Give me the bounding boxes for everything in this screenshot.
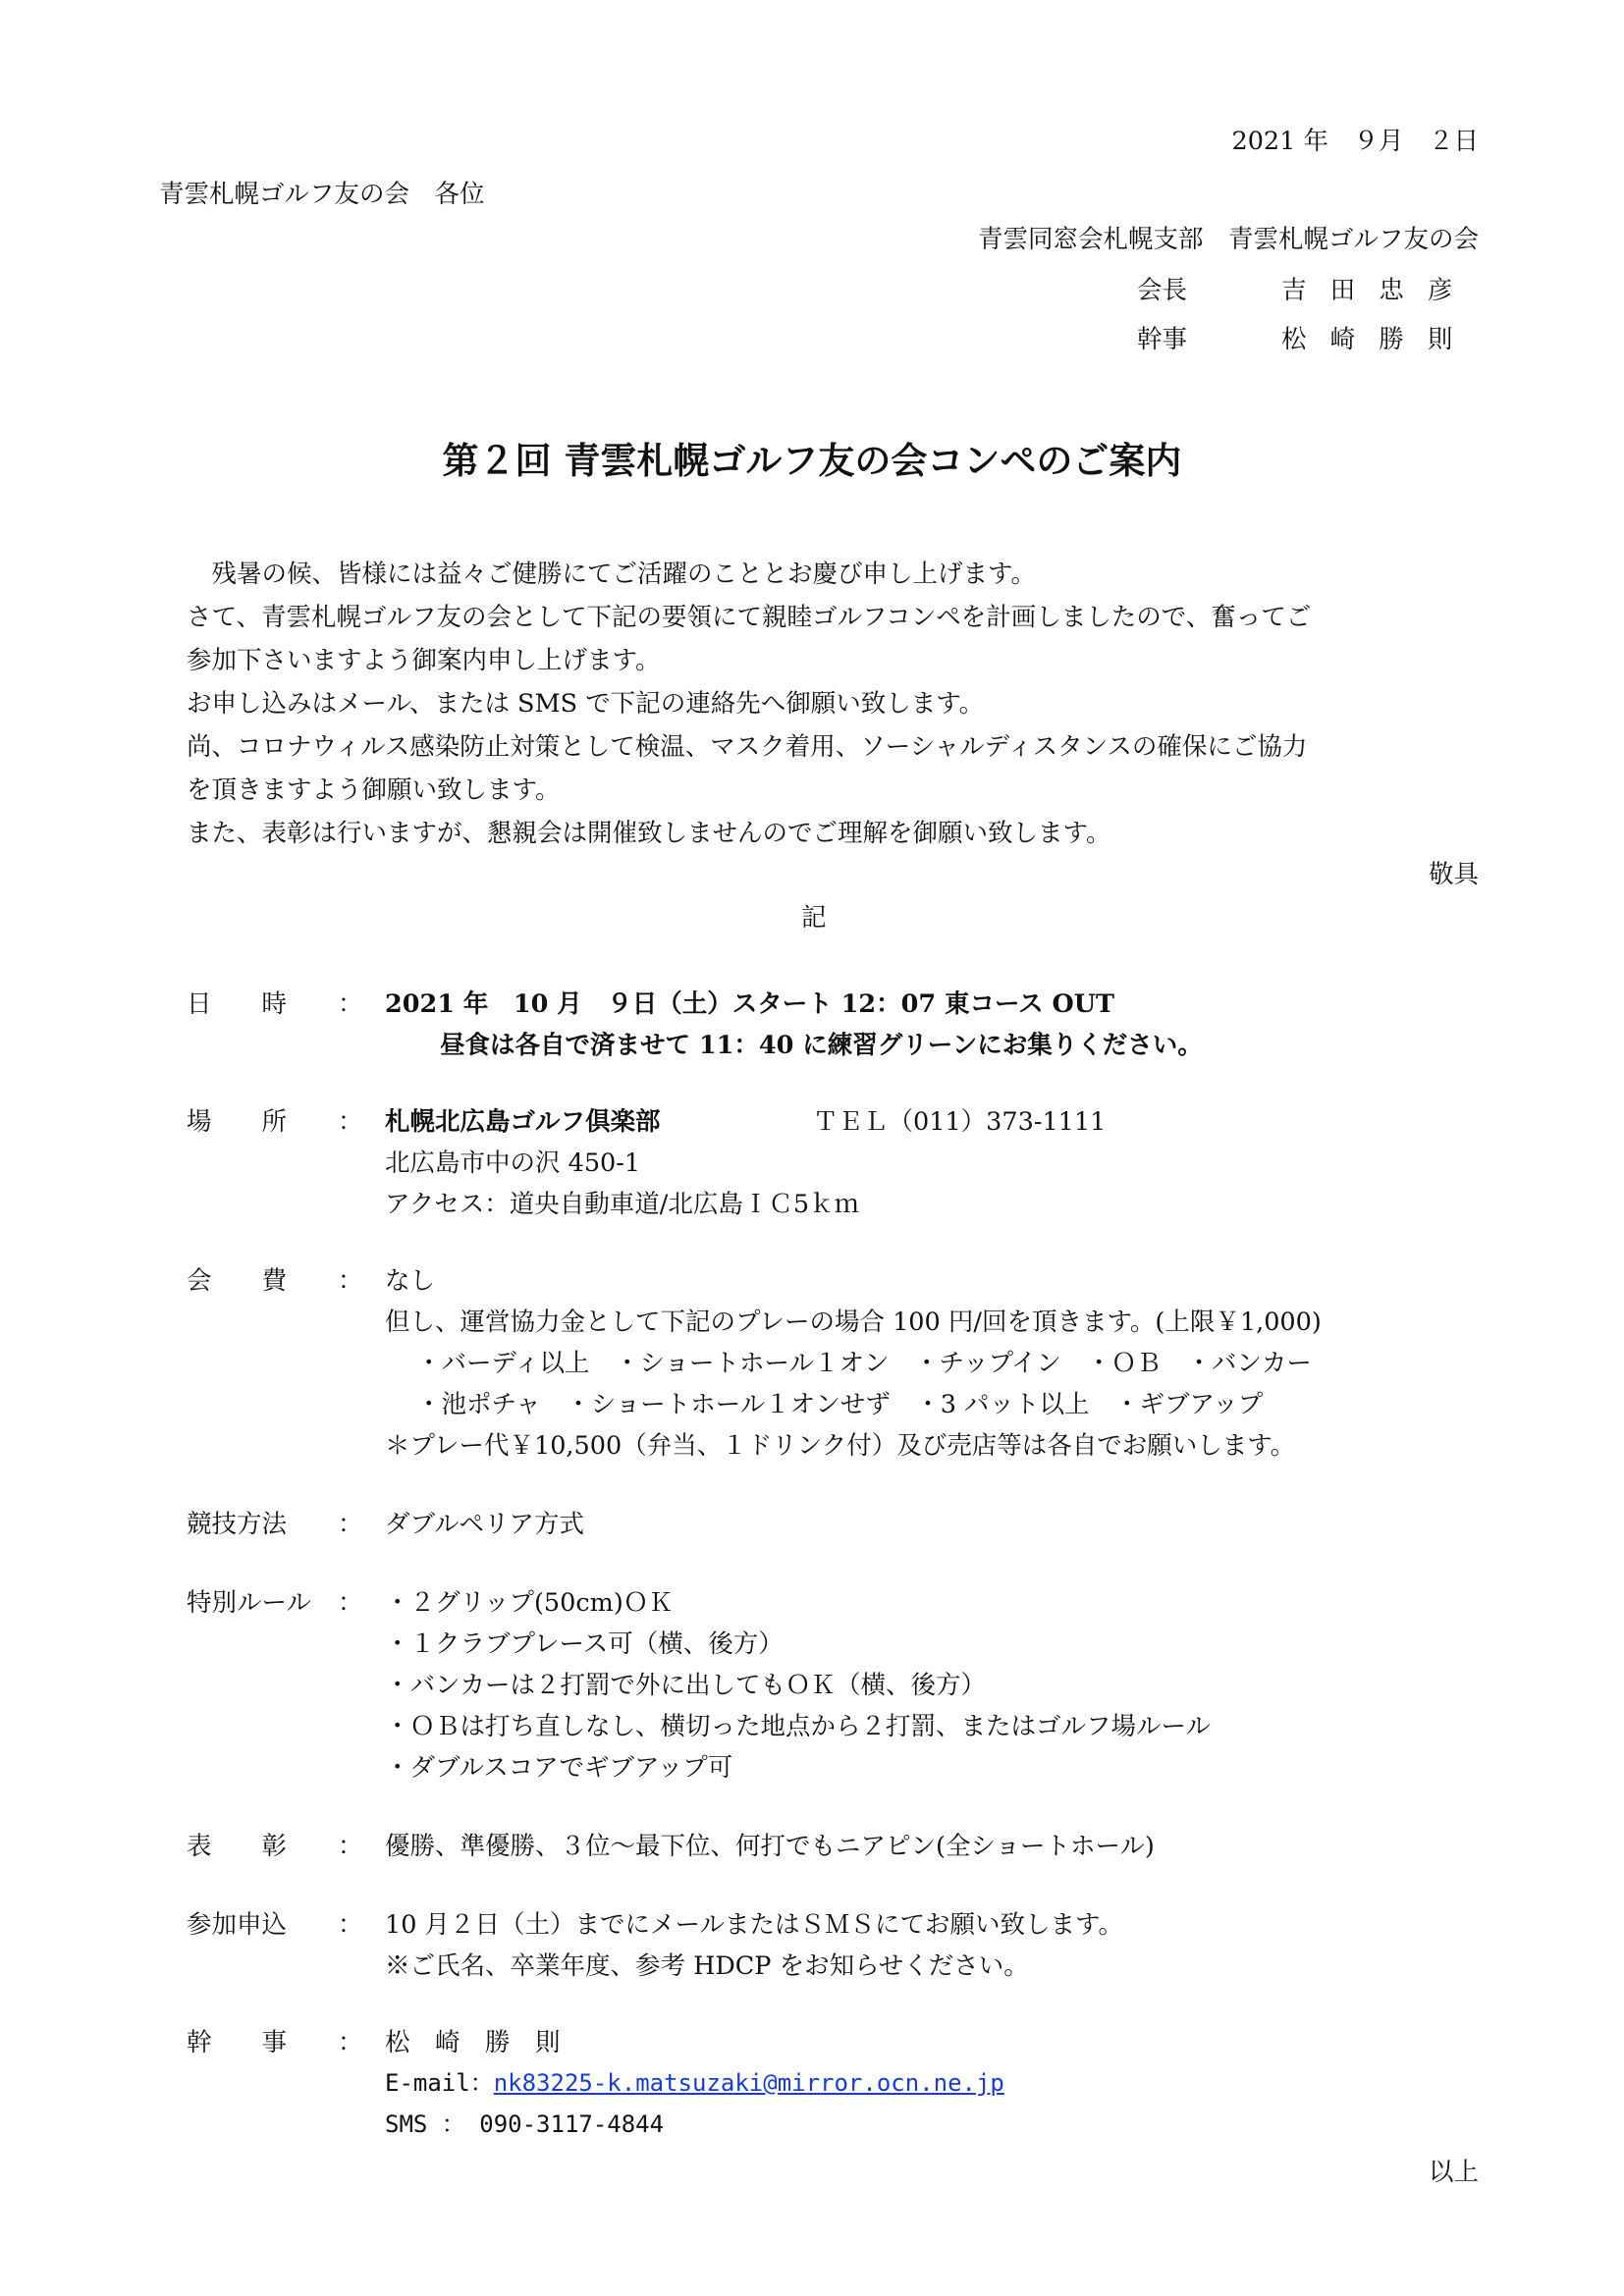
ki-heading: 記 [801,903,827,933]
fee-line1: なし [385,1266,436,1296]
datetime-line2: 昼食は各自で済ませて 11：40 に練習グリーンにお集りください。 [440,1031,1203,1060]
colon: ： [338,1832,363,1861]
secretary-name: 松 崎 勝 則 [1281,325,1461,354]
secretary-label: 幹事 [1137,325,1188,354]
email-label: E-mail： [385,2069,494,2097]
awards-value: 優勝、準優勝、３位～最下位、何打でもニアピン(全ショートホール) [385,1832,1155,1861]
rule-line: ・２グリップ(50cm)ＯＫ [385,1588,674,1618]
body-line: を頂きますよう御願い致します。 [187,775,561,805]
colon: ： [338,1266,363,1296]
apply-line1: 10 月２日（土）までにメールまたはＳＭＳにてお願い致します。 [385,1910,1124,1940]
colon: ： [338,2028,363,2057]
body-line: お申し込みはメール、または SMS で下記の連絡先へ御願い致します。 [187,689,985,719]
chair-name: 吉 田 忠 彦 [1281,276,1461,305]
datetime-label: 日 時 [187,989,288,1019]
fee-line3: ・バーディ以上 ・ショートホール１オン ・チップイン ・ＯＢ ・バンカー [416,1349,1312,1378]
body-line: さて、青雲札幌ゴルフ友の会として下記の要領にて親睦ゴルフコンペを計画しましたので、奮ってご [187,603,1312,632]
fee-line2: 但し、運営協力金として下記のプレーの場合 100 円/回を頂きます。(上限￥1,000) [385,1308,1322,1337]
rule-line: ・ダブルスコアでギブアップ可 [385,1753,733,1783]
colon: ： [338,1910,363,1940]
addressee: 青雲札幌ゴルフ友の会 各位 [159,180,485,209]
body-line: 残暑の候、皆様には益々ご健勝にてご活躍のこととお慶び申し上げます。 [187,560,1036,589]
organizer-name: 松 崎 勝 則 [385,2028,561,2057]
rule-line: ・１クラブプレース可（横、後方） [385,1629,784,1659]
document-date: 2021 年 ９月 ２日 [1231,127,1479,156]
body-line: 参加下さいますよう御案内申し上げます。 [187,646,661,675]
place-name: 札幌北広島ゴルフ倶楽部 [385,1107,661,1137]
page-title: 第２回 青雲札幌ゴルフ友の会コンペのご案内 [442,439,1182,482]
place-label: 場 所 [187,1107,288,1137]
datetime-line1: 2021 年 10 月 ９日（土）スタート 12：07 東コース OUT [385,989,1114,1019]
body-line: また、表彰は行いますが、懇親会は開催致しませんのでご理解を御願い致します。 [187,819,1111,848]
fee-label: 会 費 [187,1266,288,1296]
fee-line5: ＊プレー代￥10,500（弁当、１ドリンク付）及び売店等は各自でお願いします。 [385,1431,1296,1461]
place-tel: ＴＥＬ（011）373-1111 [813,1107,1107,1137]
organizer-sms: SMS ： 090-3117-4844 [385,2110,665,2138]
place-address: 北広島市中の沢 450-1 [385,1148,641,1178]
method-value: ダブルペリア方式 [385,1510,584,1539]
colon: ： [338,989,363,1019]
awards-label: 表 彰 [187,1832,288,1861]
email-link[interactable]: nk83225-k.matsuzaki@mirror.ocn.ne.jp [493,2069,1004,2097]
place-access: アクセス：道央自動車道/北広島ＩＣ5ｋｍ [385,1190,860,1219]
rules-label: 特別ルール [187,1588,311,1618]
chair-label: 会長 [1137,276,1188,305]
sender-org: 青雲同窓会札幌支部 青雲札幌ゴルフ友の会 [977,225,1479,254]
apply-label: 参加申込 [187,1910,288,1940]
method-label: 競技方法 [187,1510,288,1539]
keigu: 敬具 [1428,860,1479,889]
colon: ： [338,1588,363,1618]
body-line: 尚、コロナウィルス感染防止対策として検温、マスク着用、ソーシャルディスタンスの確保にご協力 [187,732,1308,762]
apply-line2: ※ご氏名、卒業年度、参考 HDCP をお知らせください。 [385,1951,1029,1981]
colon: ： [338,1510,363,1539]
fee-line4: ・池ポチャ ・ショートホール１オンせず ・3 パット以上 ・ギブアップ [416,1390,1264,1419]
rule-line: ・ＯＢは打ち直しなし、横切った地点から２打罰、またはゴルフ場ルール [385,1712,1211,1741]
organizer-email-row [385,2069,1004,2098]
organizer-label: 幹 事 [187,2028,288,2057]
ijou: 以上 [1428,2158,1479,2187]
colon: ： [338,1107,363,1137]
rule-line: ・バンカーは２打罰で外に出してもＯＫ（横、後方） [385,1671,987,1700]
